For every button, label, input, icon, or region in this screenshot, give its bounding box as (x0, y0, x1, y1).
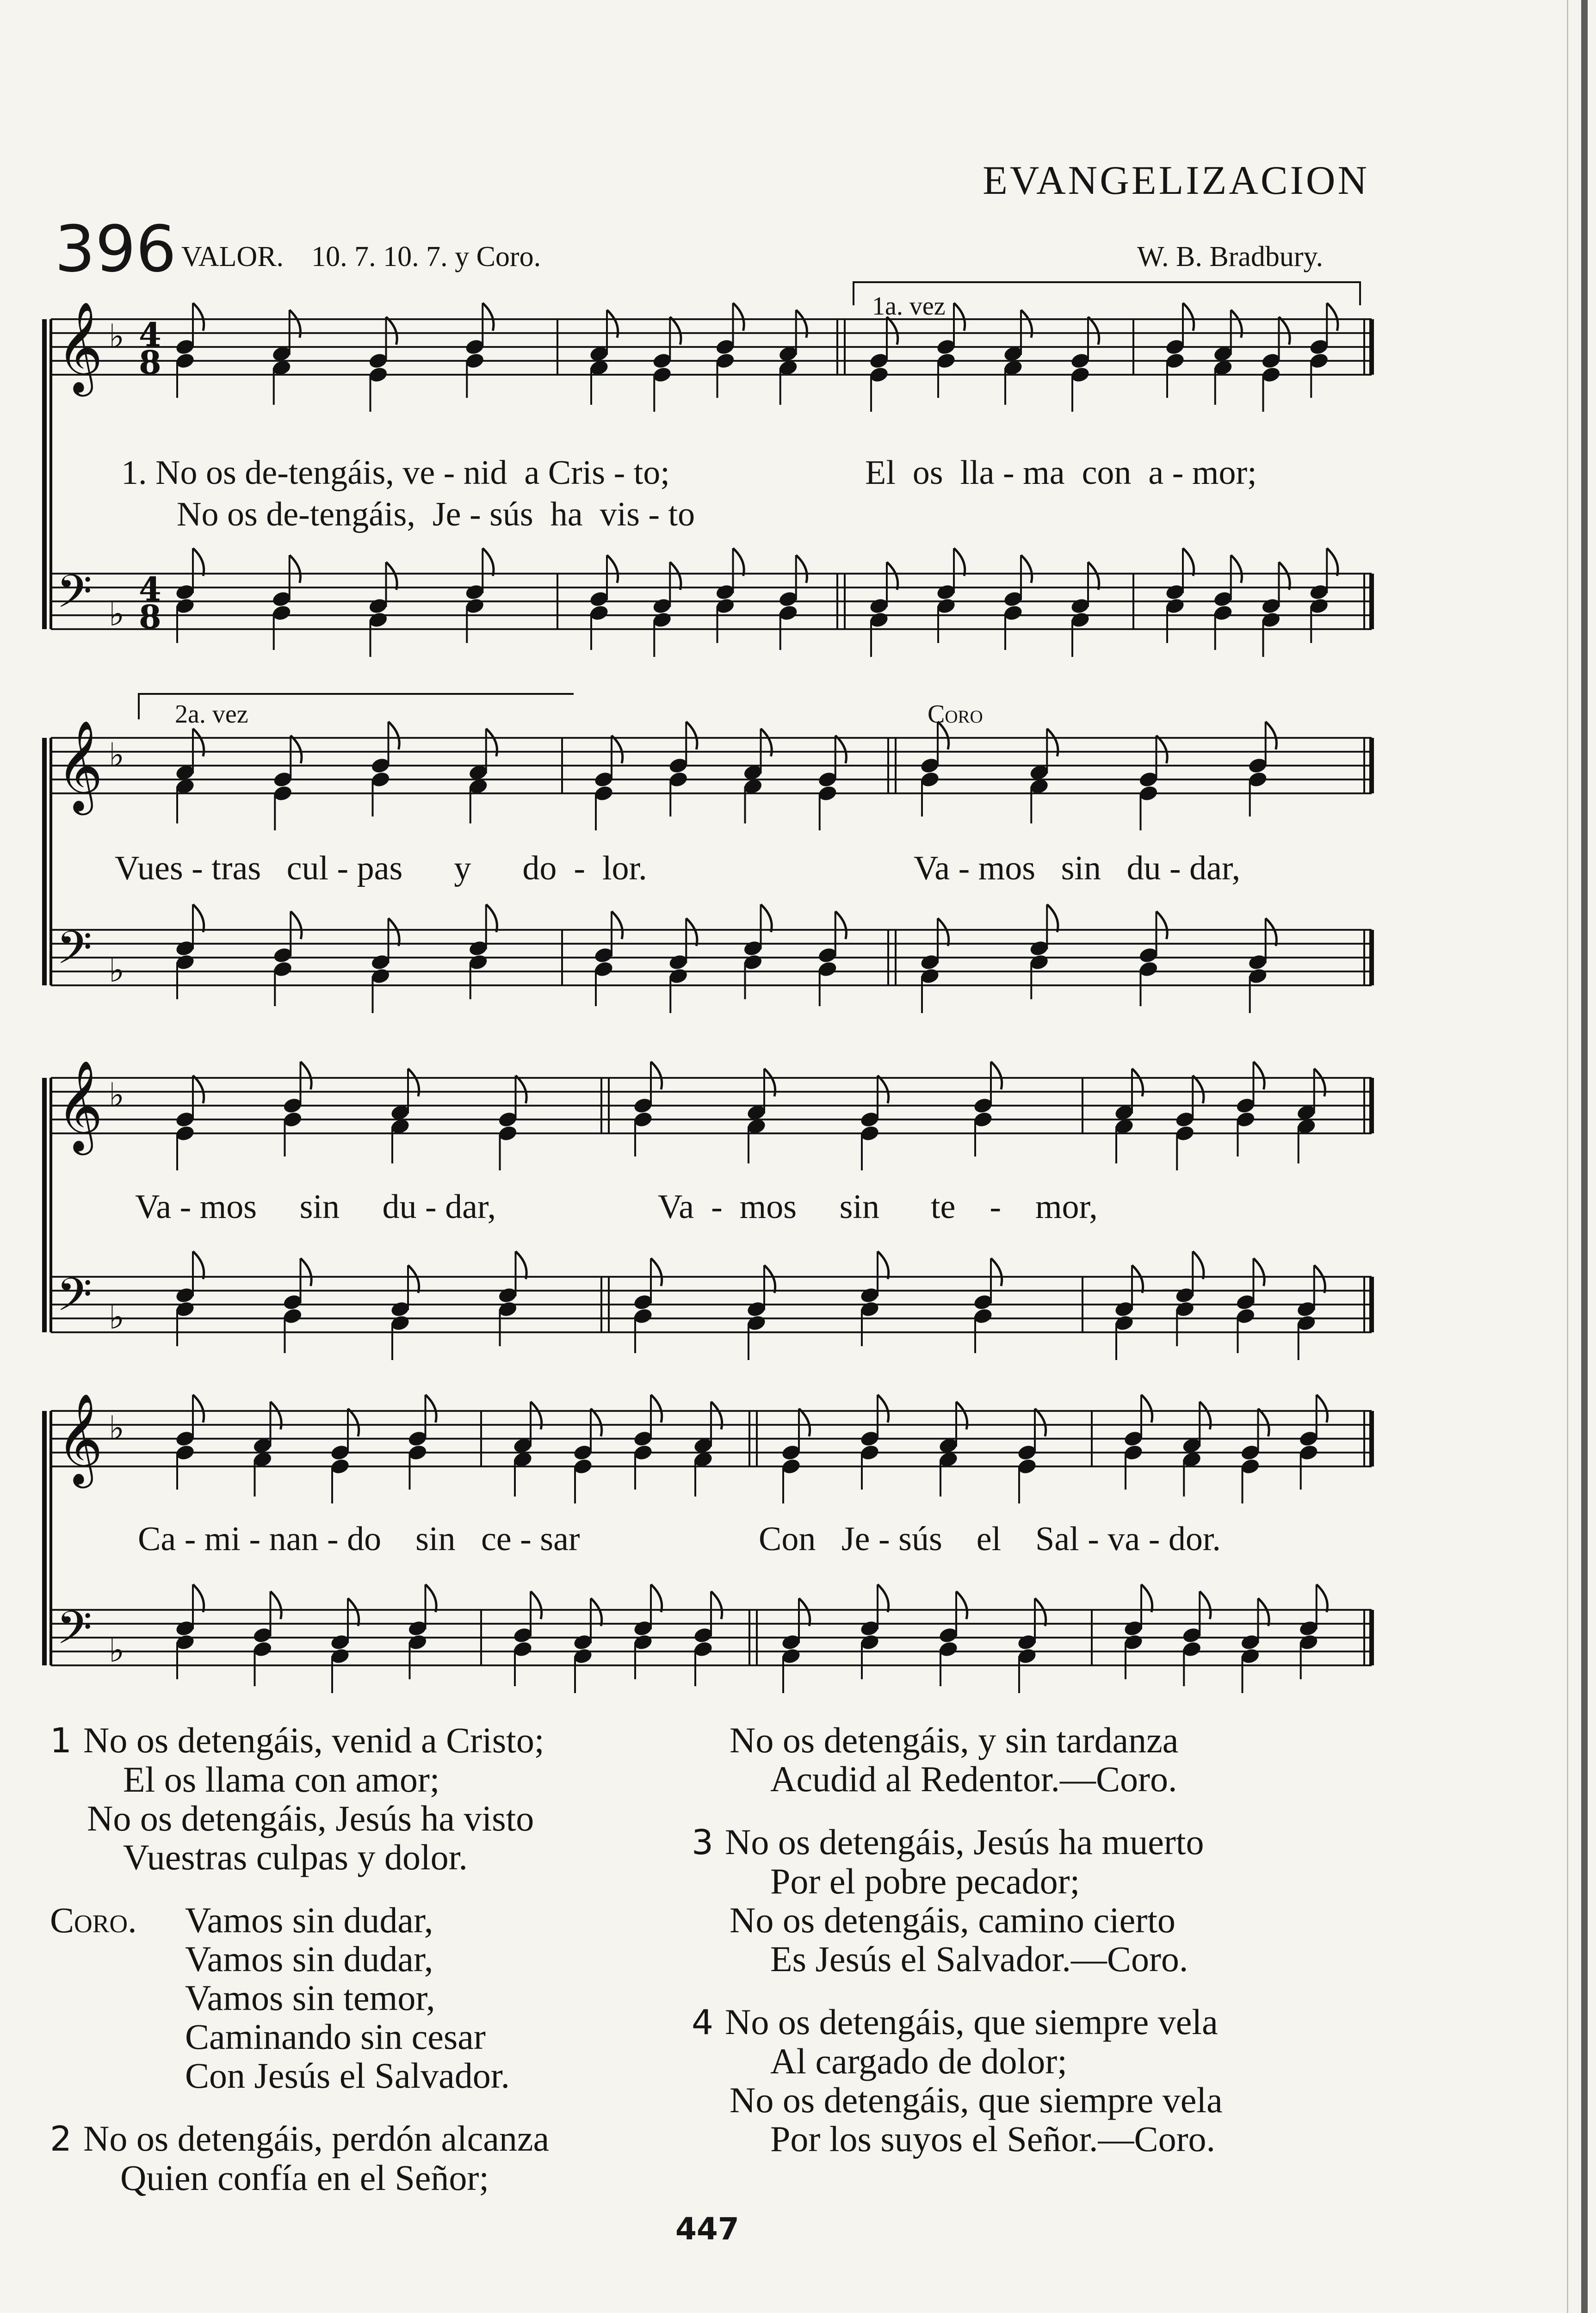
verse-number: 1 (50, 1721, 72, 1761)
note-flag (591, 1598, 602, 1626)
note-flag (835, 736, 847, 763)
chorus-mark: Coro (928, 700, 983, 729)
note-flag (531, 1591, 542, 1619)
bass-clef: 𝄢 (56, 1268, 93, 1333)
flat-sign: ♭ (109, 1298, 124, 1336)
verse-line: El os llama con amor; (123, 1759, 440, 1800)
verse-line: No os detengáis, Jesús ha visto (87, 1798, 534, 1838)
verse-4 (692, 2003, 1223, 2158)
composer: W. B. Bradbury. (1137, 241, 1323, 272)
note-flag (1279, 562, 1290, 590)
verse-line: No os detengáis, que siempre vela (725, 2002, 1218, 2042)
note-flag (835, 911, 847, 939)
lyric-line: Va - mos sin du - dar, (914, 849, 1241, 887)
note-flag (348, 1409, 359, 1436)
note-flag (301, 1062, 312, 1089)
note-flag (1266, 918, 1277, 946)
verse-3 (692, 1823, 1223, 1979)
verse-1 (50, 1721, 549, 1877)
verse-2-cont (692, 1721, 1223, 1799)
note-flag (1157, 736, 1168, 763)
verse-line: Vamos sin temor, (185, 1978, 435, 2018)
flat-sign: ♭ (109, 594, 124, 633)
verse-line: Vuestras culpas y dolor. (123, 1837, 468, 1877)
note-flag (651, 1258, 662, 1286)
note-flag (878, 1076, 889, 1103)
note-flag (386, 562, 397, 590)
note-flag (1088, 562, 1099, 590)
note-flag (1200, 1591, 1211, 1619)
lyric-line: Va - mos sin du - dar, (135, 1188, 496, 1226)
note-flag (1193, 1251, 1204, 1279)
flat-sign: ♭ (109, 1631, 124, 1670)
lyric-line: El os lla - ma con a - mor; (865, 454, 1257, 492)
verse-number: 4 (692, 2003, 714, 2042)
note-flag (878, 1584, 889, 1612)
note-flag (1183, 548, 1194, 576)
note-flag (686, 722, 697, 749)
hymn-number: 396 (55, 212, 177, 286)
note-flag (887, 317, 898, 345)
note-flag (483, 303, 494, 331)
note-flag (733, 303, 744, 331)
note-flag (1047, 904, 1058, 932)
note-flag (291, 911, 302, 939)
note-flag (956, 1591, 967, 1619)
verse-number: 3 (692, 1823, 714, 1862)
flat-sign: ♭ (109, 1409, 124, 1447)
note-flag (1132, 1265, 1143, 1293)
verse-line: No os detengáis, y sin tardanza (730, 1720, 1179, 1760)
note-flag (796, 555, 807, 583)
note-flag (670, 317, 681, 345)
verse-line: Por el pobre pecador; (770, 1861, 1080, 1901)
lyric-line: No os de-tengáis, Je - sús ha vis - to (177, 495, 695, 533)
flat-sign: ♭ (109, 1076, 124, 1114)
note-flag (607, 555, 618, 583)
note-flag (799, 1409, 810, 1436)
note-flag (1183, 303, 1194, 331)
note-flag (1141, 1584, 1152, 1612)
note-flag (1317, 1395, 1328, 1422)
note-flag (1035, 1409, 1046, 1436)
note-flag (1035, 1598, 1046, 1626)
verse-line: No os detengáis, Jesús ha muerto (725, 1822, 1204, 1862)
note-flag (1279, 317, 1290, 345)
note-flag (486, 904, 497, 932)
note-flag (1327, 303, 1338, 331)
note-flag (991, 1062, 1002, 1089)
note-flag (193, 548, 204, 576)
verse-line: Caminando sin cesar (185, 2016, 486, 2057)
note-flag (686, 918, 697, 946)
note-flag (193, 1584, 204, 1612)
note-flag (954, 548, 965, 576)
verses-right (692, 1721, 1223, 2183)
page-number: 447 (675, 2211, 739, 2247)
verse-line: Quien confía en el Señor; (120, 2158, 489, 2198)
chorus-label: Coro. (50, 1900, 137, 1940)
note-flag (670, 562, 681, 590)
treble-clef: 𝄞 (56, 1393, 103, 1484)
note-flag (651, 1062, 662, 1089)
verse-line: No os detengáis, venid a Cristo; (83, 1720, 544, 1760)
note-flag (887, 562, 898, 590)
note-flag (426, 1395, 437, 1422)
note-flag (1141, 1395, 1152, 1422)
time-signature-bottom: 8 (139, 598, 161, 636)
note-flag (1258, 1409, 1269, 1436)
note-flag (301, 1258, 312, 1286)
note-flag (516, 1251, 527, 1279)
lyric-line: 1. No os de-tengáis, ve - nid a Cris - to; (121, 454, 670, 492)
treble-clef: 𝄞 (56, 301, 103, 393)
verse-line: Con Jesús el Salvador. (185, 2055, 510, 2096)
time-signature-bottom: 8 (139, 343, 161, 382)
note-flag (426, 1584, 437, 1612)
note-flag (651, 1395, 662, 1422)
verses-left (50, 1721, 549, 2221)
note-flag (764, 1265, 775, 1293)
lyric-line: Va - mos sin te - mor, (658, 1188, 1098, 1226)
time-signature-top: 4 (139, 570, 161, 608)
bass-clef: 𝄢 (56, 921, 93, 986)
verse-line: No os detengáis, que siempre vela (730, 2080, 1223, 2120)
note-flag (389, 918, 400, 946)
verse-line: Vamos sin dudar, (185, 1900, 433, 1940)
note-flag (1317, 1584, 1328, 1612)
note-flag (651, 1584, 662, 1612)
note-flag (733, 548, 744, 576)
verse-line: Es Jesús el Salvador.—Coro. (770, 1939, 1188, 1979)
chorus-text (50, 1901, 549, 2095)
bass-clef: 𝄢 (56, 1602, 93, 1666)
first-ending-label: 1a. vez (872, 292, 946, 321)
note-flag (938, 918, 949, 946)
note-flag (1231, 555, 1242, 583)
note-flag (483, 548, 494, 576)
note-flag (1157, 911, 1168, 939)
note-flag (878, 1395, 889, 1422)
note-flag (1327, 548, 1338, 576)
section-title: EVANGELIZACION (983, 158, 1369, 203)
flat-sign: ♭ (109, 317, 124, 356)
note-flag (291, 736, 302, 763)
note-flag (954, 303, 965, 331)
lyric-line: Ca - mi - nan - do sin ce - sar (138, 1520, 580, 1558)
note-flag (991, 1258, 1002, 1286)
verse-line: Vamos sin dudar, (185, 1939, 433, 1979)
note-flag (389, 722, 400, 749)
note-flag (386, 317, 397, 345)
note-flag (1021, 555, 1032, 583)
flat-sign: ♭ (109, 736, 124, 774)
note-flag (612, 911, 623, 939)
note-flag (612, 736, 623, 763)
verse-number: 2 (50, 2119, 72, 2159)
tune-name: VALOR. (181, 241, 284, 272)
note-flag (193, 904, 204, 932)
verse-line: Por los suyos el Señor.—Coro. (770, 2119, 1216, 2159)
note-flag (761, 904, 772, 932)
note-flag (516, 1076, 527, 1103)
verse-2 (50, 2119, 549, 2197)
verse-line: Al cargado de dolor; (770, 2041, 1067, 2081)
note-flag (290, 555, 301, 583)
treble-clef: 𝄞 (56, 1060, 103, 1151)
second-ending-label: 2a. vez (175, 700, 248, 729)
note-flag (1088, 317, 1099, 345)
note-flag (591, 1409, 602, 1436)
verse-line: Acudid al Redentor.—Coro. (770, 1759, 1177, 1799)
note-flag (1193, 1076, 1204, 1103)
note-flag (1266, 722, 1277, 749)
note-flag (711, 1591, 722, 1619)
note-flag (1258, 1598, 1269, 1626)
meter: 10. 7. 10. 7. y Coro. (311, 241, 541, 272)
note-flag (1254, 1258, 1265, 1286)
lyric-line: Con Je - sús el Sal - va - dor. (759, 1520, 1221, 1558)
note-flag (193, 1076, 204, 1103)
lyric-line: Vues - tras cul - pas y do - lor. (115, 849, 647, 887)
flat-sign: ♭ (109, 951, 124, 990)
verse-line: No os detengáis, camino cierto (730, 1900, 1175, 1940)
note-flag (271, 1591, 282, 1619)
treble-clef: 𝄞 (56, 720, 103, 811)
note-flag (193, 1395, 204, 1422)
bass-clef: 𝄢 (56, 565, 93, 630)
note-flag (193, 303, 204, 331)
note-flag (1314, 1265, 1325, 1293)
note-flag (348, 1598, 359, 1626)
note-flag (1254, 1062, 1265, 1089)
verse-line: No os detengáis, perdón alcanza (83, 2118, 550, 2158)
note-flag (408, 1265, 419, 1293)
time-signature-top: 4 (139, 315, 161, 354)
note-flag (878, 1251, 889, 1279)
note-flag (799, 1598, 810, 1626)
note-flag (193, 1251, 204, 1279)
